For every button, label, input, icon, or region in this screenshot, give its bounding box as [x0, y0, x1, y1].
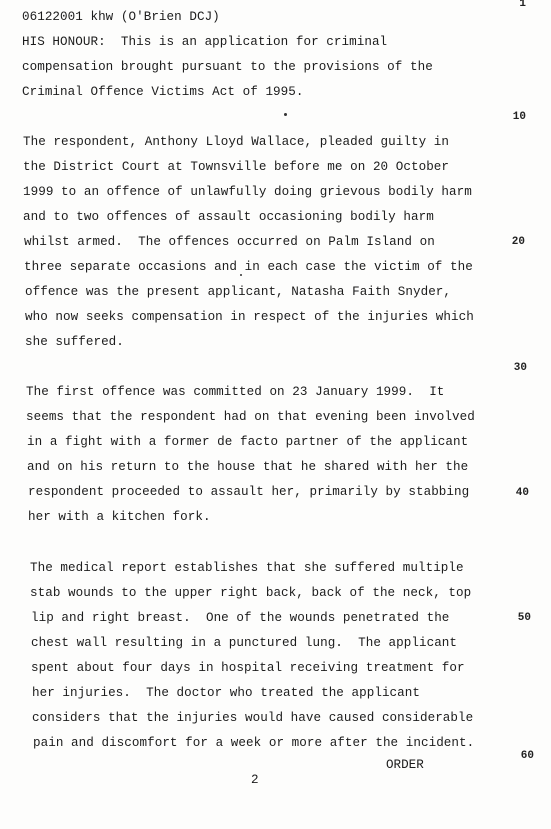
text-line: lip and right breast. One of the wounds penetrated the [31, 611, 450, 625]
catchword: ORDER [386, 758, 424, 772]
text-line: the District Court at Townsville before me on 20 October [23, 160, 450, 174]
text-line: The first offence was committed on 23 January 1999. It [26, 385, 445, 399]
text-line: The respondent, Anthony Lloyd Wallace, pleaded guilty in [23, 135, 450, 149]
text-line: HIS HONOUR: This is an application for criminal [22, 35, 388, 49]
scan-speck [240, 274, 242, 276]
text-line: 1999 to an offence of unlawfully doing grievous bodily harm [23, 185, 472, 199]
text-line: and on his return to the house that he shared with her the [27, 460, 469, 474]
margin-line-number: 10 [512, 111, 526, 123]
text-line: seems that the respondent had on that evening been involved [26, 410, 475, 424]
page-number: 2 [251, 773, 259, 787]
text-line: her injuries. The doctor who treated the applicant [32, 686, 420, 700]
header-line: 06122001 khw (O'Brien DCJ) [22, 10, 220, 24]
text-line: whilst armed. The offences occurred on Palm Island on [24, 235, 435, 249]
text-line: pain and discomfort for a week or more after the incident. [33, 736, 475, 750]
text-line: three separate occasions and in each case the victim of the [24, 260, 473, 274]
text-line: compensation brought pursuant to the provisions of the [22, 60, 433, 74]
margin-line-number: 30 [513, 362, 527, 374]
text-line: respondent proceeded to assault her, primarily by stabbing [28, 485, 470, 499]
margin-line-number: 60 [520, 750, 534, 762]
scan-speck [284, 113, 287, 116]
text-line: her with a kitchen fork. [28, 510, 211, 524]
text-line: who now seeks compensation in respect of the injuries which [25, 310, 474, 324]
text-line: offence was the present applicant, Natasha Faith Snyder, [25, 285, 452, 299]
margin-line-number: 1 [519, 0, 526, 10]
text-line: and to two offences of assault occasioning bodily harm [23, 210, 434, 224]
margin-line-number: 50 [517, 612, 531, 624]
text-line: chest wall resulting in a punctured lung. The applicant [31, 636, 458, 650]
text-line: Criminal Offence Victims Act of 1995. [22, 85, 304, 99]
text-line: considers that the injuries would have caused considerable [32, 711, 474, 725]
text-line: in a fight with a former de facto partner of the applicant [27, 435, 469, 449]
text-line: The medical report establishes that she suffered multiple [30, 561, 464, 575]
text-line: she suffered. [25, 335, 124, 349]
margin-line-number: 20 [511, 236, 525, 248]
text-line: stab wounds to the upper right back, back of the neck, top [30, 586, 472, 600]
margin-line-number: 40 [515, 487, 529, 499]
text-line: spent about four days in hospital receiving treatment for [31, 661, 465, 675]
